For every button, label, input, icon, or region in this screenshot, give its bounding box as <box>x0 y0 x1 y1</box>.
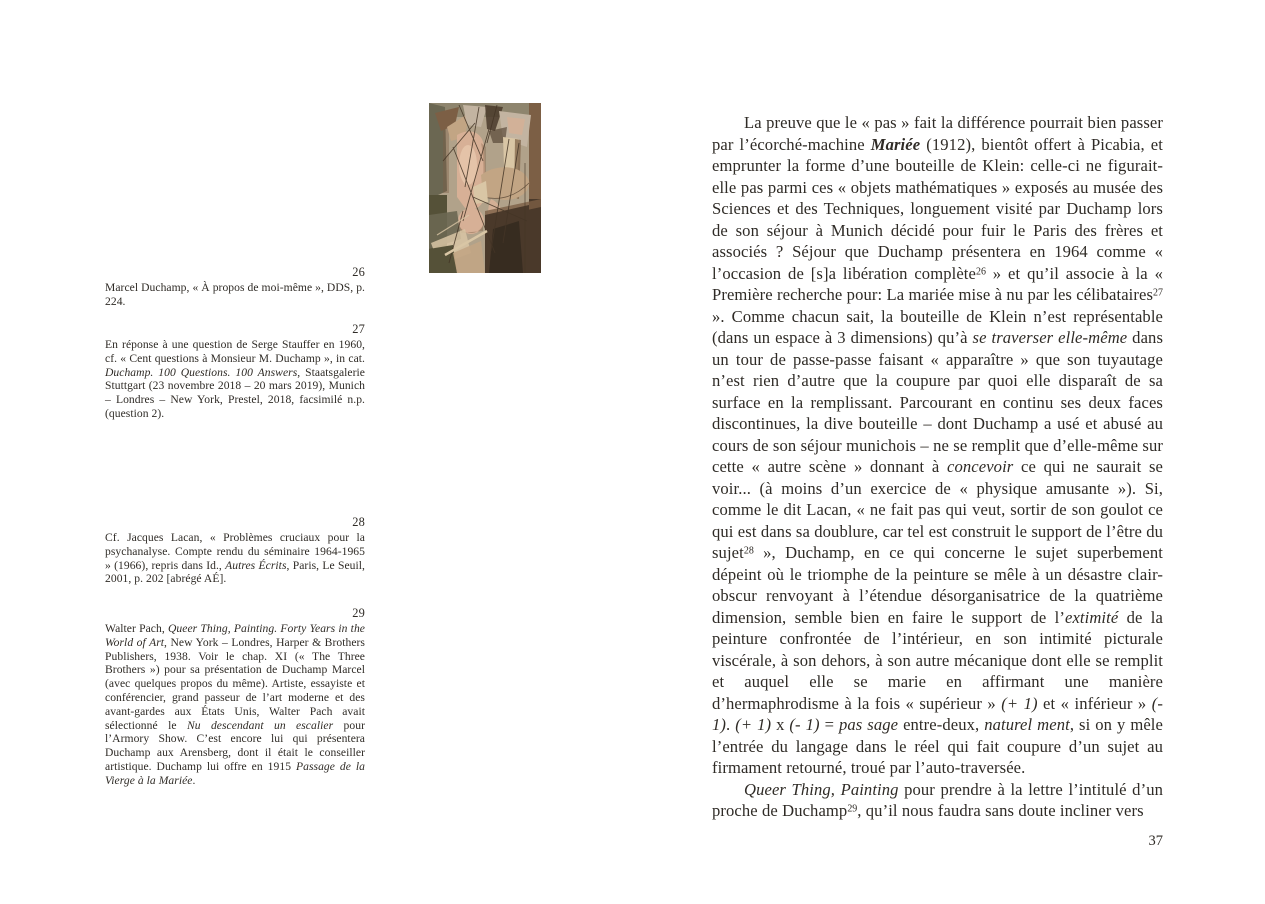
footnote-28 <box>105 515 365 586</box>
footnote-text: En réponse à une question de Serge Stauffer en 1960, cf. « Cent questions à Monsieur M. Duchamp », in cat. Duchamp. 100 Questions. 100 Answers, Staatsgalerie Stuttgart (23 novembre 2018 – 20 mars 2019), Munich – Londres – New York, Prestel, 2018, facsimilé n.p. (question 2). <box>105 338 365 420</box>
page-number: 37 <box>1148 833 1163 849</box>
footnote-number: 29 <box>352 606 365 620</box>
footnote-number: 27 <box>352 322 365 336</box>
footnote-text: Cf. Jacques Lacan, « Problèmes cruciaux pour la psychanalyse. Compte rendu du séminaire 1964-1965 » (1966), repris dans Id., Autres Écrits, Paris, Le Seuil, 2001, p. 202 [abrégé AÉ]. <box>105 531 365 586</box>
footnote-number: 28 <box>352 515 365 529</box>
footnote-27 <box>105 322 365 421</box>
figure-mariee <box>429 103 541 273</box>
footnote-number: 26 <box>352 265 365 279</box>
mariee-painting-image <box>429 103 541 273</box>
footnote-text: Walter Pach, Queer Thing, Painting. Forty Years in the World of Art, New York – Londres, Harper & Brothers Publishers, 1938. Voir le chap. XI (« The Three Brothers ») pour sa présentation de Duchamp Marcel (avec quelques propos du même). Artiste, essayiste et conférencier, grand passeur de l’art moderne et des avant-gardes aux États Unis, Walter Pach avait sélectionné le Nu descendant un escalier pour l’Armory Show. C’est encore lui qui présentera Duchamp aux Arensberg, dont il était le conseiller artistique. Duchamp lui offre en 1915 Passage de la Vierge à la Mariée. <box>105 622 365 787</box>
paragraph-1: La preuve que le « pas » fait la différence pourrait bien passer par l’écorché-machine Mariée (1912), bientôt offert à Picabia, et emprunter la forme d’une bouteille de Klein: celle-ci ne figurait-elle pas parmi ces « objets mathématiques » exposés au musée des Sciences et des Techniques, longuement visité par Duchamp lors de son séjour à Munich décidé pour fuir le Paris des frères et associés ? Séjour que Duchamp présentera en 1964 comme « l’occasion de [s]a libération complète$^{26}$ » et qu’il associe à la « Première recherche pour: La mariée mise à nu par les célibataires$^{27}$ ». Comme chacun sait, la bouteille de Klein n’est représentable (dans un espace à 3 dimensions) qu’à se traverser elle-même dans un tour de passe-passe faisant « apparaître » que son tuyautage n’est rien d’autre que la coupure par quoi elle disparaît de sa surface en la remplissant. Parcourant en continu ses deux faces discontinues, la dive bouteille – dont Duchamp a usé et abusé au cours de son séjour munichois – ne se remplit que d’elle-même sur cette « autre scène » donnant à concevoir ce qui ne saurait se voir... (à moins d’un exercice de « physique amusante »). Si, comme le dit Lacan, « ne fait pas qui veut, sortir de son goulot ce qui est dans sa doublure, car tel est construit le support de l’être du sujet$^{28}$ », Duchamp, en ce qui concerne le sujet superbement dépeint où le triomphe de la peinture se mêle à un désastre clair-obscur renvoyant à l’étendue désorganisatrice de la quatrième dimension, semble bien en faire le support de l’extimité de la peinture confrontée de l’intérieur, en son intimité picturale viscérale, à son dehors, à son autre mécanique dont elle se remplit et auquel elle se marie en affirmant une manière d’hermaphrodisme à la fois « supérieur » (+ 1) et « inférieur » (- 1). (+ 1) x (- 1) = pas sage entre-deux, naturel ment, si on y mêle l’entrée du langage dans le réel qui fait coupure d’un sujet au firmament retourné, troué par l’auto-traversée. <box>712 113 1164 777</box>
paragraph-2: Queer Thing, Painting pour prendre à la lettre l’intitulé d’un proche de Duchamp$^{29}$, qu’il nous faudra sans doute incliner vers <box>712 779 1164 820</box>
footnote-26 <box>105 265 365 309</box>
body-text <box>712 112 1163 822</box>
footnote-29 <box>105 606 365 788</box>
footnote-text: Marcel Duchamp, « À propos de moi-même », DDS, p. 224. <box>105 281 365 308</box>
